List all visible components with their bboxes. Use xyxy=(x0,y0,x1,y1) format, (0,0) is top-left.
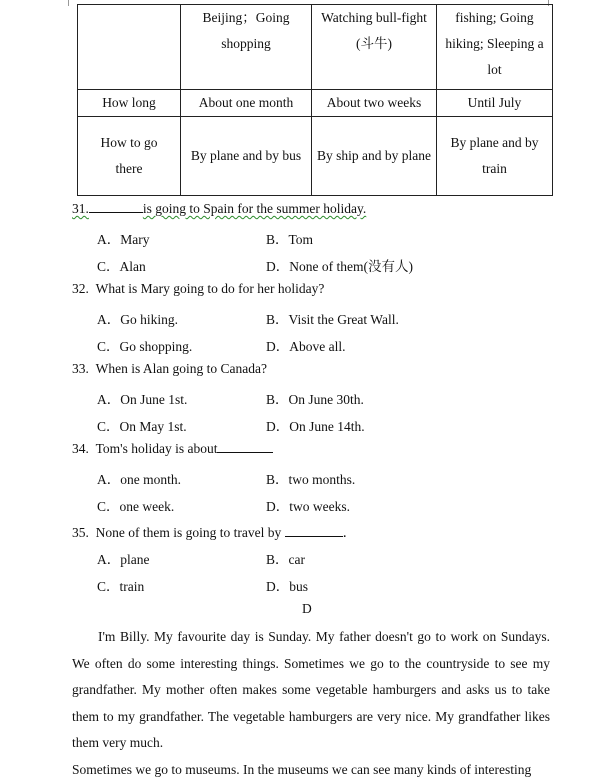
question-33 xyxy=(72,361,267,377)
option: A．one month. xyxy=(97,472,181,487)
option: C．On May 1st. xyxy=(97,419,187,434)
question-35: 35. None of them is going to travel by ． xyxy=(72,525,357,540)
option: B．On June 30th. xyxy=(266,392,364,407)
question-number: 33. xyxy=(72,361,89,376)
question-32 xyxy=(72,281,324,297)
option: D．bus xyxy=(266,579,309,594)
option: A．Mary xyxy=(97,232,150,247)
table-cell: fishing; Going hiking; Sleeping a lot xyxy=(437,5,553,90)
option: C．one week. xyxy=(97,499,175,514)
question-stem: is going to Spain for the summer holiday. xyxy=(142,201,367,216)
question-34 xyxy=(72,441,273,457)
question-number: 34. xyxy=(72,441,89,456)
table-cell: Watching bull-fight (斗牛) xyxy=(312,5,437,90)
table-cell: How long xyxy=(78,90,181,117)
table-row xyxy=(78,5,553,90)
option: B．Visit the Great Wall. xyxy=(266,312,399,327)
option: B．car xyxy=(266,552,305,567)
question-stem: None of them is going to travel by xyxy=(95,525,282,540)
question-stem: Tom's holiday is about xyxy=(95,441,218,456)
option: B．Tom xyxy=(266,232,314,247)
table-cell: By ship and by plane xyxy=(312,117,437,196)
question-stem: When is Alan going to Canada? xyxy=(95,361,267,376)
answer-blank xyxy=(217,441,273,453)
option: D．two weeks. xyxy=(266,499,350,514)
passage-paragraph-1: I'm Billy. My favourite day is Sunday. My father doesn't go to work on Sundays. We often do some interesting things. Sometimes we go to the countryside to see my grandfather. My mother often makes some vegetable hamburgers and asks us to take them to my grandfather. The vegetable hamburgers are very nice. My grandfather likes them very much. xyxy=(72,629,550,750)
question-number: 32. xyxy=(72,281,89,296)
question-number: 31. xyxy=(72,201,89,216)
table-cell: By plane and by train xyxy=(437,117,553,196)
option: D．Above all. xyxy=(266,339,346,354)
table-row xyxy=(78,90,553,117)
option: D．On June 14th. xyxy=(266,419,365,434)
option: A．On June 1st. xyxy=(97,392,188,407)
answer-blank xyxy=(285,525,343,537)
question-31 xyxy=(72,201,366,217)
option: C．train xyxy=(97,579,145,594)
table-cell: Until July xyxy=(437,90,553,117)
table-row xyxy=(78,117,553,196)
table-cell: About two weeks xyxy=(312,90,437,117)
answer-blank xyxy=(89,201,143,213)
table-cell: About one month xyxy=(181,90,312,117)
question-number: 35. xyxy=(72,525,89,540)
option: A．plane xyxy=(97,552,150,567)
table-cell: Beijing；Going shopping xyxy=(181,5,312,90)
question-stem: What is Mary going to do for her holiday? xyxy=(95,281,325,296)
table-cell: How to go there xyxy=(78,117,181,196)
option: C．Alan xyxy=(97,259,146,274)
table-cell xyxy=(78,5,181,90)
crop-mark-top-left xyxy=(56,0,69,6)
holiday-table xyxy=(77,4,553,196)
option: B．two months. xyxy=(266,472,356,487)
passage-paragraph-2: Sometimes we go to museums. In the museums we can see many kinds of interesting xyxy=(72,762,532,777)
option: A．Go hiking. xyxy=(97,312,178,327)
table-cell: By plane and by bus xyxy=(181,117,312,196)
section-heading: D xyxy=(302,601,312,616)
option: D．None of them(没有人) xyxy=(266,259,413,274)
option: C．Go shopping. xyxy=(97,339,193,354)
